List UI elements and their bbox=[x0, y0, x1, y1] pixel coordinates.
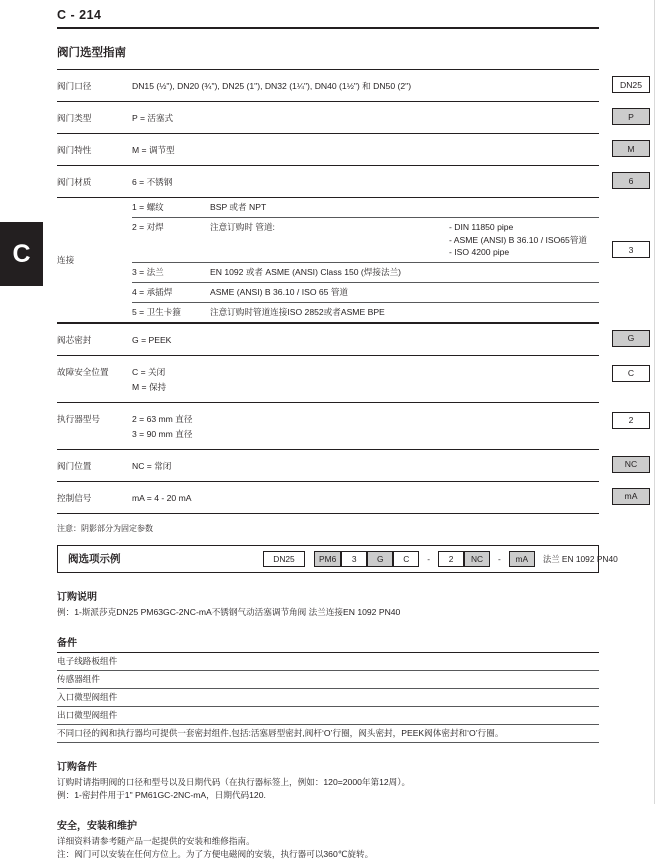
ordering-line: 例：1-斯派莎克DN25 PM63GC-2NC-mA不锈钢气动活塞调节角阀 法兰连接EN 1092 PN40 bbox=[57, 606, 401, 617]
row-code-line: NC = 常闭 bbox=[132, 460, 172, 471]
row-label: 阀门类型 bbox=[57, 113, 92, 123]
example-chip-group-actuator bbox=[438, 551, 490, 567]
spare-parts-list bbox=[57, 652, 599, 743]
example-dash: - bbox=[427, 553, 431, 564]
row-code-line: 3 = 90 mm 直径 bbox=[132, 428, 193, 439]
example-tail-text: 法兰 EN 1092 PN40 bbox=[542, 553, 618, 564]
table-row bbox=[57, 323, 635, 355]
connection-desc: 注意订购时管道连接ISO 2852或者ASME BPE bbox=[210, 306, 385, 317]
connection-desc: ASME (ANSI) B 36.10 / ISO 65 管道 bbox=[210, 286, 349, 297]
connection-code: 2 = 对焊 bbox=[132, 222, 164, 232]
row-code-line: C = 关闭 bbox=[132, 366, 166, 377]
fixed-params-note: 注意：阴影部分为固定参数 bbox=[57, 523, 153, 533]
spare-parts-title: 备件 bbox=[57, 637, 77, 649]
example-code-strip bbox=[263, 551, 618, 567]
valve-selection-table bbox=[57, 69, 642, 514]
ordering-title: 订购说明 bbox=[57, 591, 97, 603]
section-tab-label: C bbox=[12, 239, 31, 268]
row-codes bbox=[132, 324, 599, 355]
option-box-label: P bbox=[628, 111, 634, 122]
option-box-label: mA bbox=[624, 491, 638, 501]
page-number: C - 214 bbox=[57, 8, 102, 22]
table-row bbox=[57, 355, 635, 402]
row-codes bbox=[132, 166, 599, 197]
row-codes bbox=[132, 102, 599, 133]
row-code-line: P = 活塞式 bbox=[132, 113, 174, 123]
connection-subrows bbox=[132, 198, 599, 322]
table-row bbox=[57, 101, 634, 133]
option-box-type bbox=[612, 108, 650, 125]
option-box-actuator bbox=[612, 412, 650, 429]
row-label: 阀门特性 bbox=[57, 145, 92, 155]
row-code-line: 2 = 63 mm 直径 bbox=[132, 413, 193, 424]
table-row bbox=[57, 133, 635, 165]
option-box-size bbox=[612, 76, 650, 93]
list-item: 出口微型阀组件 bbox=[57, 706, 599, 724]
connection-subrow bbox=[132, 303, 599, 322]
ordering-spares-line: 订购时请指明阀的口径和型号以及日期代码（在执行器标签上，例如：120=2000年第12周）。 bbox=[57, 776, 411, 787]
option-box-label: 3 bbox=[628, 244, 634, 255]
example-chip-connection: 3 bbox=[341, 551, 367, 567]
pipe-option: - ISO 4200 pipe bbox=[449, 247, 510, 257]
row-code-line: mA = 4 - 20 mA bbox=[132, 492, 192, 503]
option-box-position bbox=[612, 456, 650, 473]
row-codes bbox=[132, 134, 599, 165]
row-code-line: G = PEEK bbox=[132, 334, 172, 345]
valve-option-example bbox=[57, 545, 618, 573]
table-row bbox=[57, 165, 634, 197]
page-title: 阀门选型指南 bbox=[57, 47, 126, 59]
example-chip-position: NC bbox=[464, 551, 490, 567]
example-chip-size: DN25 bbox=[263, 551, 305, 567]
list-item: 不同口径的阀和执行器均可提供一套密封组件,包括:活塞唇型密封,阀杆‘O’行圈，阀头密封，PEEK阀体密封和‘O’行圈。 bbox=[57, 724, 599, 743]
row-label: 阀芯密封 bbox=[57, 334, 92, 345]
example-chip-seal: G bbox=[367, 551, 393, 567]
connection-code: 5 = 卫生卡箍 bbox=[132, 306, 181, 317]
ordering-spares-title: 订购备件 bbox=[57, 761, 97, 773]
row-codes bbox=[132, 70, 599, 101]
ordering-spares-line: 例：1-密封件用于1" PM61GC-2NC-mA，日期代码120. bbox=[57, 789, 266, 800]
safety-line: 详细资料请参考随产品一起提供的安装和维修指南。 bbox=[57, 835, 255, 846]
option-box-label: C bbox=[627, 368, 635, 378]
page-content bbox=[57, 0, 655, 861]
section-tab-c bbox=[0, 222, 43, 286]
example-chip-failsafe: C bbox=[393, 551, 419, 567]
connection-code: 4 = 承插焊 bbox=[132, 286, 173, 297]
row-code-line: DN15 (½"), DN20 (¾"), DN25 (1"), DN32 (1¼"), DN40 (1½") 和 DN50 (2") bbox=[132, 81, 412, 91]
option-box-label: M bbox=[627, 143, 635, 154]
option-box-label: G bbox=[627, 333, 635, 343]
connection-pipes bbox=[449, 283, 599, 289]
row-code-line: M = 调节型 bbox=[132, 145, 175, 155]
row-label: 连接 bbox=[57, 254, 75, 265]
table-row bbox=[57, 449, 638, 481]
table-row bbox=[57, 69, 642, 101]
option-box-connection bbox=[612, 241, 650, 258]
example-dash: - bbox=[498, 553, 501, 564]
header-divider bbox=[57, 27, 599, 29]
row-codes bbox=[132, 403, 599, 449]
list-item: 入口微型阀组件 bbox=[57, 688, 599, 706]
list-item: 电子线路板组件 bbox=[57, 652, 599, 670]
connection-subrow bbox=[132, 218, 599, 263]
option-box-seal bbox=[612, 330, 650, 347]
safety-line: 注：阀门可以安装在任何方位上。为了方便电磁阀的安装，执行器可以360℃旋转。 bbox=[57, 848, 374, 859]
row-label: 阀门位置 bbox=[57, 460, 92, 471]
connection-subrow bbox=[132, 283, 599, 303]
row-code-line: M = 保持 bbox=[132, 381, 167, 392]
table-row-connection bbox=[57, 197, 634, 323]
example-chip-group-model bbox=[314, 551, 419, 567]
example-chip-pm6: PM6 bbox=[314, 551, 341, 567]
example-title: 阀选项示例 bbox=[68, 553, 121, 565]
option-box-label: DN25 bbox=[620, 79, 642, 90]
connection-pipes bbox=[449, 218, 599, 262]
connection-desc: 注意订购时 管道: bbox=[210, 222, 275, 232]
example-chip-signal: mA bbox=[509, 551, 535, 567]
connection-pipes bbox=[449, 198, 599, 204]
connection-pipes bbox=[449, 263, 599, 269]
connection-desc: BSP 或者 NPT bbox=[210, 202, 267, 212]
row-codes bbox=[132, 450, 599, 481]
safety-title: 安全，安装和维护 bbox=[57, 820, 137, 832]
pipe-option: - DIN 11850 pipe bbox=[449, 222, 514, 232]
connection-desc: EN 1092 或者 ASME (ANSI) Class 150 (焊接法兰) bbox=[210, 266, 402, 277]
example-chip-actuator: 2 bbox=[438, 551, 464, 567]
row-label: 阀门材质 bbox=[57, 177, 92, 187]
table-row bbox=[57, 402, 634, 449]
connection-subrow bbox=[132, 263, 599, 283]
table-row bbox=[57, 481, 638, 514]
row-label: 阀门口径 bbox=[57, 81, 92, 91]
connection-pipes bbox=[449, 303, 599, 309]
connection-subrow bbox=[132, 198, 599, 218]
row-label: 控制信号 bbox=[57, 492, 92, 503]
row-codes bbox=[132, 356, 599, 402]
row-codes bbox=[132, 482, 599, 513]
row-label: 故障安全位置 bbox=[57, 366, 109, 377]
option-box-label: 2 bbox=[628, 415, 634, 425]
row-label: 执行器型号 bbox=[57, 413, 100, 424]
option-box-failsafe bbox=[612, 365, 650, 382]
row-code-line: 6 = 不锈钢 bbox=[132, 177, 173, 187]
option-box-material bbox=[612, 172, 650, 189]
option-box-control-signal bbox=[612, 488, 650, 505]
list-item: 传感器组件 bbox=[57, 670, 599, 688]
option-box-label: NC bbox=[624, 459, 638, 469]
option-box-characteristic bbox=[612, 140, 650, 157]
pipe-option: - ASME (ANSI) B 36.10 / ISO65管道 bbox=[449, 234, 588, 245]
option-box-label: 6 bbox=[628, 175, 634, 186]
connection-code: 3 = 法兰 bbox=[132, 266, 164, 277]
connection-code: 1 = 螺纹 bbox=[132, 202, 164, 212]
